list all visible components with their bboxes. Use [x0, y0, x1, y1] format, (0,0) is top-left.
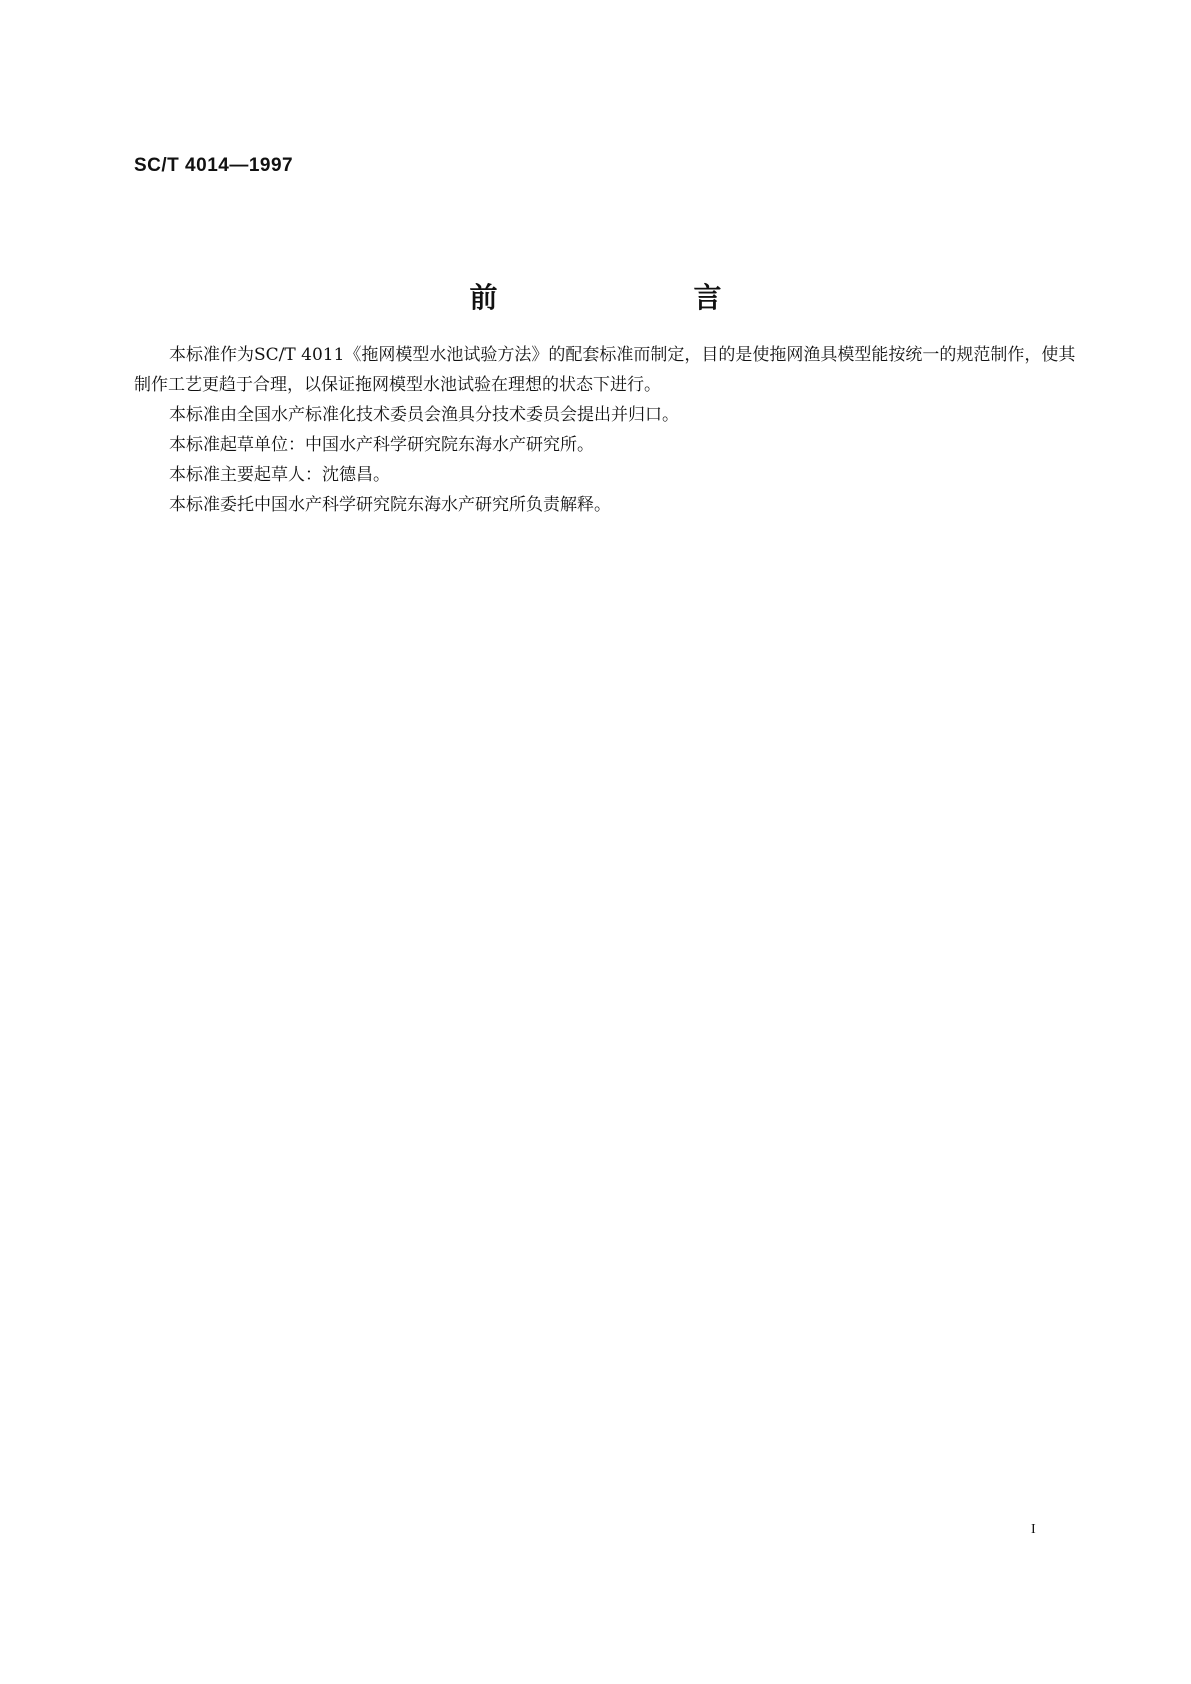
paragraph-purpose: 本标准作为SC/T 4011《拖网模型水池试验方法》的配套标准而制定，目的是使拖网渔具模型能按统一的规范制作，使其制作工艺更趋于合理，以保证拖网模型水池试验在理想的状态下进行。 — [134, 345, 1076, 395]
page-number: I — [1031, 1522, 1036, 1537]
paragraph-drafting-unit: 本标准起草单位：中国水产科学研究院东海水产研究所。 — [169, 435, 594, 455]
standard-number: SC/T 4014—1997 — [134, 155, 294, 176]
paragraph-interpretation: 本标准委托中国水产科学研究院东海水产研究所负责解释。 — [169, 495, 611, 515]
page-title: 前 言 — [469, 281, 806, 314]
paragraph-proposer: 本标准由全国水产标准化技术委员会渔具分技术委员会提出并归口。 — [169, 405, 679, 425]
foreword-body — [134, 340, 1080, 520]
paragraph-drafter: 本标准主要起草人：沈德昌。 — [169, 465, 390, 485]
